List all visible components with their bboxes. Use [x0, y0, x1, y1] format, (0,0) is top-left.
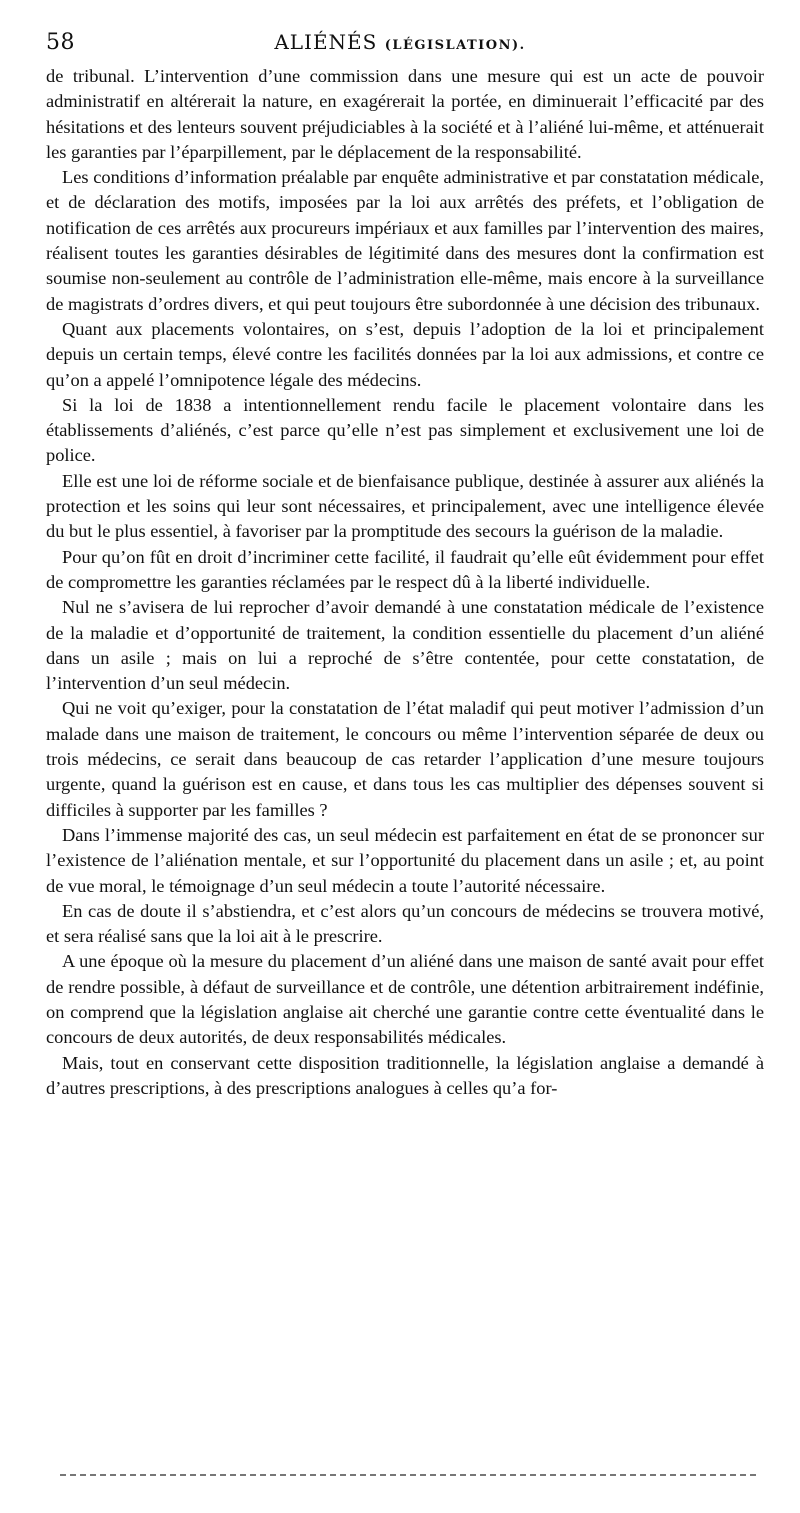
page-header	[46, 30, 754, 60]
paragraph-9: Dans l’immense majorité des cas, un seul médecin est parfaitement en état de se prononcer sur l’existence de l’aliénation mentale, et sur l’opportunité du placement dans un asile ; et, au point de vue moral, le témoignage d’un seul médecin a toute l’autorité nécessaire.	[46, 824, 764, 896]
paragraph-6: Pour qu’on fût en droit d’incriminer cette facilité, il faudrait qu’elle eût évidemment pour effet de compromettre les garanties réclamées par le respect dû à la liberté individuelle.	[46, 546, 764, 592]
running-head-title: ALIÉNÉS	[274, 30, 378, 54]
running-head	[46, 30, 754, 54]
paragraph-8: Qui ne voit qu’exiger, pour la constatation de l’état maladif qui peut motiver l’admission d’un malade dans une maison de traitement, le concours ou même l’intervention séparée de deux ou trois médecins, ce serait dans beaucoup de cas retarder l’application d’une mesure toujours urgente, quand la guérison est en cause, et dans tous les cas multiplier des dépenses souvent si difficiles à supporter par les familles ?	[46, 698, 764, 820]
paragraph-7: Nul ne s’avisera de lui reprocher d’avoir demandé à une constatation médicale de l’existence de la maladie et d’opportunité de traitement, la condition essentielle du placement d’un aliéné dans un asile ; mais on lui a reproché de s’être contentée, pour cette constatation, de l’intervention d’un seul médecin.	[46, 597, 764, 694]
paragraph-11: A une époque où la mesure du placement d’un aliéné dans une maison de santé avait pour effet de rendre possible, à défaut de surveillance et de contrôle, une détention arbitrairement indéfinie, on comprend que la législation anglaise ait cherché une garantie contre cette éventualité dans le concours de deux autorités, de deux responsabilités médicales.	[46, 951, 764, 1048]
paragraph-5: Elle est une loi de réforme sociale et de bienfaisance publique, destinée à assurer aux aliénés la protection et les soins qui leur sont nécessaires, et principalement, avec une intelligence élevée du but le plus essentiel, à favoriser par la promptitude des secours la guérison de la maladie.	[46, 470, 764, 542]
paragraph-12: Mais, tout en conservant cette disposition traditionnelle, la législation anglaise a demandé à d’autres prescriptions, à des prescriptions analogues à celles qu’a for-	[46, 1052, 764, 1098]
paragraph-3: Quant aux placements volontaires, on s’est, depuis l’adoption de la loi et principalement depuis un certain temps, élevé contre les facilités données par la loi aux admissions, et contre ce qu’on a appelé l’omnipotence légale des médecins.	[46, 318, 764, 390]
body-text	[46, 64, 764, 1101]
paragraph-1: de tribunal. L’intervention d’une commission dans une mesure qui est un acte de pouvoir administratif en altérerait la nature, en exagérerait la portée, en diminuerait l’efficacité par des hésitations et des lenteurs souvent préjudiciables à la société et à l’aliéné lui-même, et atténuerait les garanties par l’éparpillement, par le déplacement de la responsabilité.	[46, 66, 764, 162]
page-number: 58	[46, 30, 75, 55]
running-head-subtitle: (LÉGISLATION).	[384, 38, 526, 53]
paragraph-10: En cas de doute il s’abstiendra, et c’est alors qu’un concours de médecins se trouvera motivé, et sera réalisé sans que la loi ait à le prescrire.	[46, 900, 764, 947]
paragraph-2: Les conditions d’information préalable par enquête administrative et par constatation médicale, et de déclaration des motifs, imposées par la loi aux arrêtés des préfets, et l’obligation de notification de ces arrêtés aux procureurs impériaux et aux familles par l’intervention des maires, réalisent toutes les garanties désirables de légitimité dans des mesures dont la confirmation est soumise non-seulement au contrôle de l’administration elle-même, mais encore à la surveillance de magistrats d’ordres divers, et qui peut toujours être subordonnée à une décision des tribunaux.	[46, 167, 764, 314]
paragraph-4: Si la loi de 1838 a intentionnellement rendu facile le placement volontaire dans les établissements d’aliénés, c’est parce qu’elle n’est pas simplement et exclusivement une loi de police.	[46, 394, 764, 466]
bottom-dashed-rule	[60, 1474, 756, 1476]
